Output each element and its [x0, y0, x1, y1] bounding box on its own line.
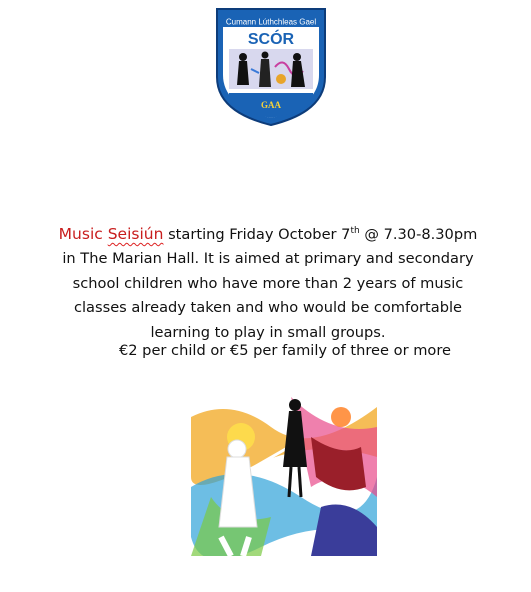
announcement-paragraph [58, 219, 478, 345]
crest-musician-silhouettes [229, 49, 313, 89]
announcement-body-start: starting Friday October 7 [163, 225, 351, 243]
title-word-seisiun: Seisiún [107, 224, 164, 243]
announcement-title [59, 225, 164, 243]
price-line: €2 per child or €5 per family of three or more [118, 342, 452, 359]
crest-title: SCÓR [247, 31, 295, 48]
announcement-body-rest: @ 7.30-8.30pm in The Marian Hall. It is aimed at primary and secondary school children who have more than 2 years of music classes already taken and who would be comfortable learning to play in small groups. [62, 225, 478, 341]
music-collage-image [191, 397, 377, 556]
gaa-logo-text: GAA [261, 100, 281, 110]
date-suffix: th [350, 226, 360, 236]
title-word-music: Music [58, 224, 103, 243]
scor-crest-logo [215, 7, 327, 127]
crest-org-name: Cumann Lúthchleas Gael [225, 17, 317, 27]
